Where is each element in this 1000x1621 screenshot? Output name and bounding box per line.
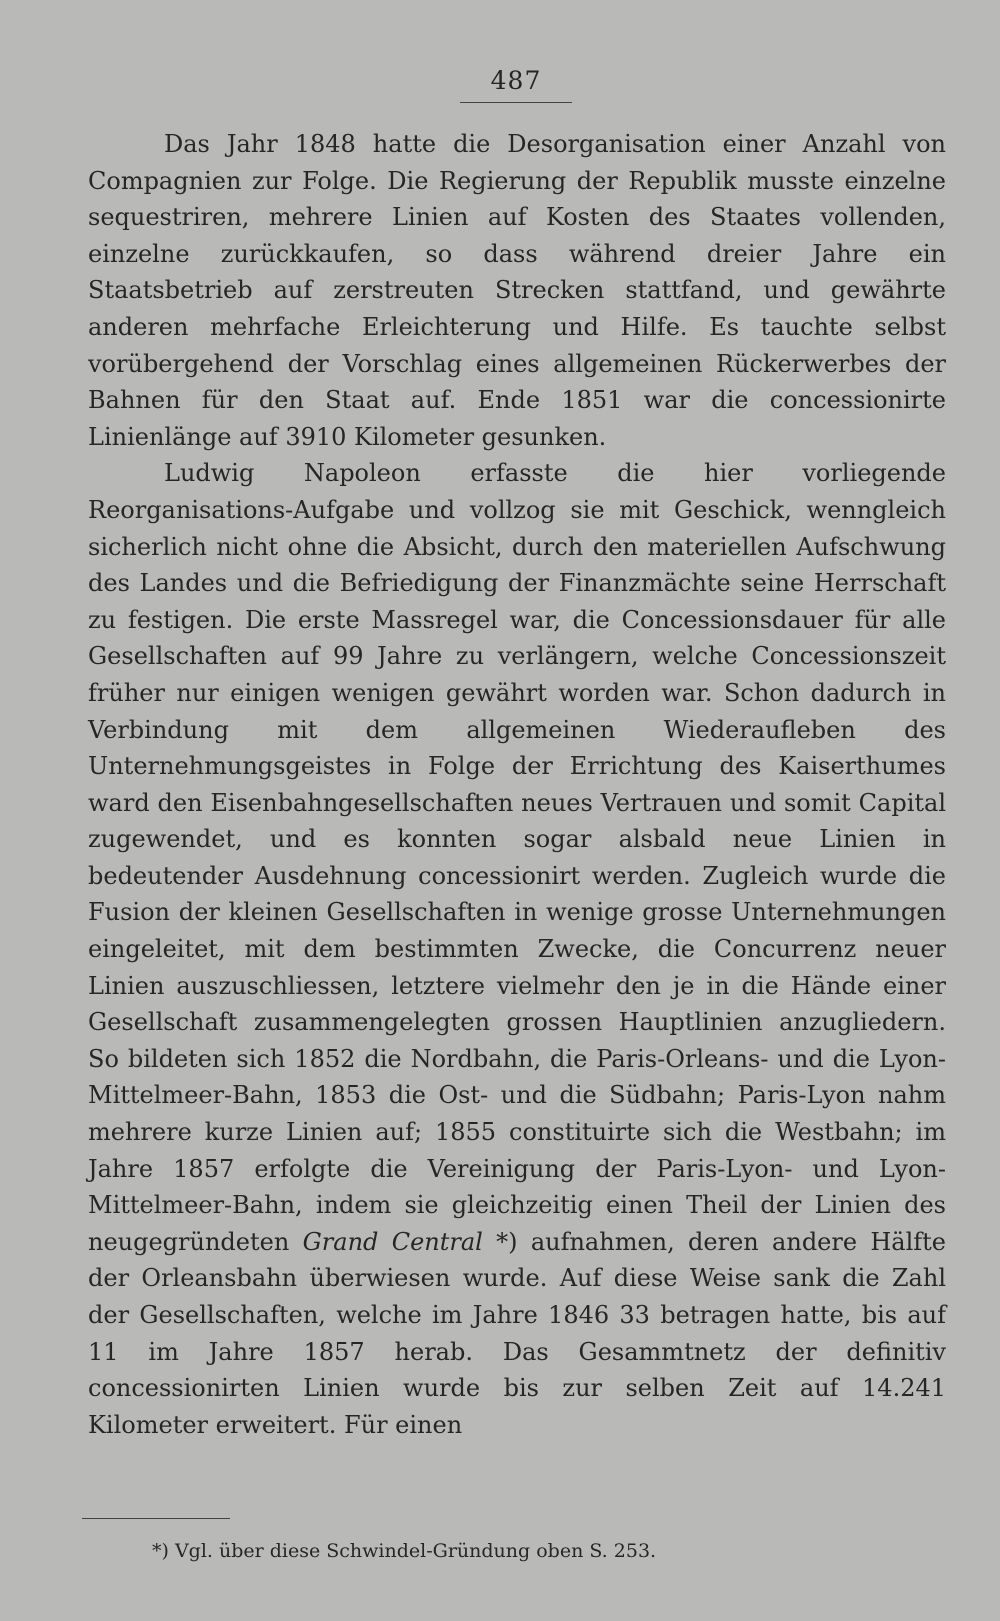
paragraph-2 — [88, 455, 946, 1443]
footnote-rule — [82, 1518, 230, 1519]
footnote: *) Vgl. über diese Schwindel-Gründung oben S. 253. — [152, 1540, 657, 1562]
page-number: 487 — [490, 66, 542, 95]
page-number-rule — [460, 102, 572, 103]
paragraph-2-text-b: *) aufnahmen, deren andere Hälfte der Orleansbahn überwiesen wurde. Auf diese Weise sank die Zahl der Gesellschaften, welche im Jahre 1846 33 betragen hatte, bis auf 11 im Jahre 1857 herab. Das Gesammtnetz der definitiv concessionirten Linien wurde bis zur selben Zeit auf 14.241 Kilometer erweitert. Für einen — [88, 1227, 947, 1439]
italic-term: Grand Central — [302, 1227, 483, 1256]
paragraph-2-text-a: Ludwig Napoleon erfasste die hier vorliegende Reorganisations-Aufgabe und vollzog sie mit Geschick, wenngleich sicherlich nicht ohne die Absicht, durch den materiellen Aufschwung des Landes und die Befriedigung der Finanzmächte seine Herrschaft zu festigen. Die erste Massregel war, die Concessionsdauer für alle Gesellschaften auf 99 Jahre zu verlängern, welche Concessionszeit früher nur einigen wenigen gewährt worden war. Schon dadurch in Verbindung mit dem allgemeinen Wiederaufleben des Unternehmungsgeistes in Folge der Errichtung des Kaiserthumes ward den Eisenbahngesellschaften neues Vertrauen und somit Capital zugewendet, und es konnten sogar alsbald neue Linien in bedeutender Ausdehnung concessionirt werden. Zugleich wurde die Fusion der kleinen Gesellschaften in wenige grosse Unternehmungen eingeleitet, mit dem bestimmten Zwecke, die Concurrenz neuer Linien auszuschliessen, letztere vielmehr den je in die Hände einer Gesellschaft zusammengelegten grossen Hauptlinien anzugliedern. So bildeten sich 1852 die Nordbahn, die Paris-Orleans- und die Lyon-Mittelmeer-Bahn, 1853 die Ost- und die Südbahn; Paris-Lyon nahm mehrere kurze Linien auf; 1855 constituirte sich die Westbahn; im Jahre 1857 erfolgte die Vereinigung der Paris-Lyon- und Lyon-Mittelmeer-Bahn, indem sie gleichzeitig einen Theil der Linien des neugegründeten — [88, 459, 946, 1256]
body-text — [88, 126, 946, 1443]
paragraph-1: Das Jahr 1848 hatte die Desorganisation einer Anzahl von Compagnien zur Folge. Die Regierung der Republik musste einzelne sequestriren, mehrere Linien auf Kosten des Staates vollenden, einzelne zurückkaufen, so dass während dreier Jahre ein Staatsbetrieb auf zerstreuten Strecken stattfand, und gewährte anderen mehrfache Erleichterung und Hilfe. Es tauchte selbst vorübergehend der Vorschlag eines allgemeinen Rückerwerbes der Bahnen für den Staat auf. Ende 1851 war die concessionirte Linienlänge auf 3910 Kilometer gesunken. — [88, 130, 946, 451]
